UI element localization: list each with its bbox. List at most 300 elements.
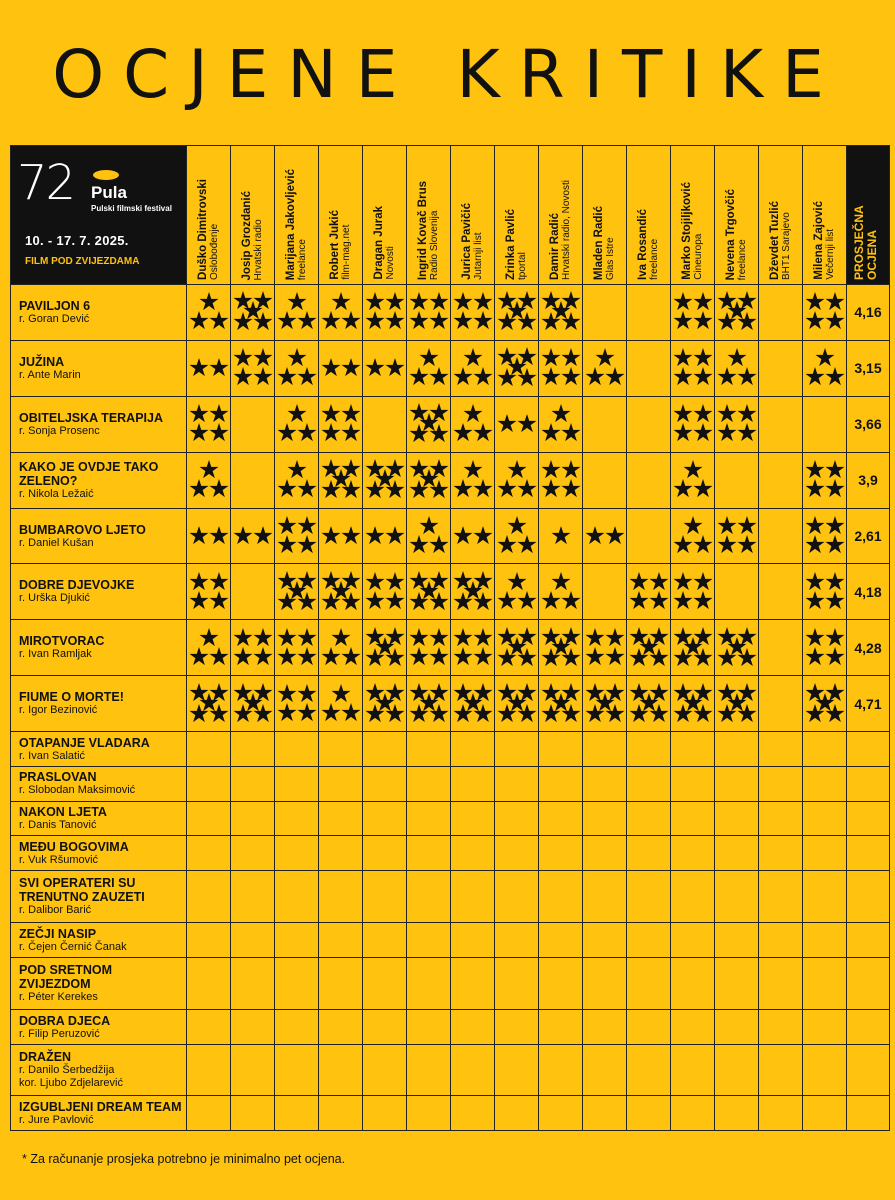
rating-cell	[627, 1045, 671, 1096]
rating-cell	[187, 452, 231, 508]
star-rating	[407, 458, 451, 502]
rating-cell	[671, 340, 715, 396]
star-rating	[451, 346, 495, 390]
star-icon	[805, 628, 824, 646]
star-icon	[629, 683, 648, 701]
critic-outlet: BHT1 Sarajevo	[780, 212, 792, 280]
rating-cell	[495, 1045, 539, 1096]
star-icon	[629, 591, 648, 609]
film-cell	[11, 452, 187, 508]
rating-cell	[495, 871, 539, 923]
rating-cell	[187, 732, 231, 767]
star-rating	[715, 682, 759, 726]
rating-cell	[407, 836, 451, 871]
star-rating	[275, 682, 319, 726]
rating-cell	[671, 1096, 715, 1131]
star-icon	[199, 628, 218, 646]
star-icon	[737, 683, 756, 701]
star-rating	[319, 570, 363, 614]
star-icon	[825, 647, 844, 665]
star-icon	[321, 703, 340, 721]
rating-cell	[583, 452, 627, 508]
rating-cell	[715, 620, 759, 676]
rating-cell	[451, 508, 495, 564]
rating-cell	[803, 923, 847, 958]
rating-cell	[671, 1045, 715, 1096]
critic-header	[539, 146, 583, 285]
rating-cell	[187, 766, 231, 801]
star-icon	[209, 572, 228, 590]
rating-cell	[671, 732, 715, 767]
star-icon	[717, 683, 736, 701]
rating-cell	[583, 285, 627, 341]
star-icon	[825, 479, 844, 497]
rating-cell	[363, 836, 407, 871]
critic-header	[275, 146, 319, 285]
logo-number: 72	[17, 155, 75, 211]
star-rating	[231, 290, 275, 334]
star-icon	[253, 291, 272, 309]
star-icon	[429, 292, 448, 310]
star-icon	[693, 572, 712, 590]
film-cell	[11, 958, 187, 1010]
star-rating	[363, 346, 407, 390]
star-icon	[189, 572, 208, 590]
star-icon	[737, 291, 756, 309]
rating-cell	[451, 732, 495, 767]
rating-cell	[759, 1010, 803, 1045]
star-icon	[321, 459, 340, 477]
star-icon	[385, 526, 404, 544]
average-score: 2,61	[847, 508, 890, 564]
rating-cell	[803, 676, 847, 732]
star-icon	[693, 367, 712, 385]
rating-cell	[363, 452, 407, 508]
rating-cell	[803, 766, 847, 801]
rating-cell	[231, 564, 275, 620]
star-rating	[275, 346, 319, 390]
average-score: 4,16	[847, 285, 890, 341]
rating-cell	[495, 676, 539, 732]
star-icon	[341, 571, 360, 589]
rating-cell	[495, 766, 539, 801]
critic-outlet: Hrvatski radio	[252, 218, 264, 280]
critic-outlet: freelance	[648, 238, 660, 280]
film-row	[11, 1045, 890, 1096]
star-rating	[715, 346, 759, 390]
rating-cell	[319, 620, 363, 676]
star-rating	[671, 626, 715, 670]
star-icon	[409, 367, 428, 385]
star-icon	[517, 347, 536, 365]
star-icon	[585, 647, 604, 665]
star-rating	[275, 290, 319, 334]
critic-outlet: freelance	[296, 238, 308, 280]
star-icon	[717, 291, 736, 309]
critic-label	[461, 203, 485, 280]
rating-cell	[187, 508, 231, 564]
rating-cell	[715, 923, 759, 958]
rating-cell	[407, 396, 451, 452]
star-icon	[497, 291, 516, 309]
star-icon	[429, 403, 448, 421]
star-icon	[453, 367, 472, 385]
star-icon	[277, 516, 296, 534]
star-icon	[409, 403, 428, 421]
rating-cell	[187, 923, 231, 958]
critic-name: Zrinka Pavlić	[504, 209, 517, 280]
star-icon	[233, 526, 252, 544]
rating-cell	[275, 1045, 319, 1096]
critic-header	[407, 146, 451, 285]
film-co-director: kor. Ljubo Zdjelarević	[19, 1077, 123, 1090]
star-icon	[551, 526, 570, 544]
star-rating	[187, 458, 231, 502]
star-icon	[277, 703, 296, 721]
rating-cell	[363, 801, 407, 836]
rating-cell	[495, 958, 539, 1010]
rating-cell	[803, 836, 847, 871]
rating-cell	[319, 871, 363, 923]
star-icon	[277, 311, 296, 329]
star-icon	[385, 627, 404, 645]
star-icon	[321, 647, 340, 665]
star-icon	[473, 367, 492, 385]
rating-cell	[539, 452, 583, 508]
rating-cell	[759, 508, 803, 564]
star-icon	[253, 367, 272, 385]
rating-cell	[363, 1010, 407, 1045]
film-row	[11, 564, 890, 620]
star-icon	[737, 404, 756, 422]
rating-cell	[319, 836, 363, 871]
star-icon	[209, 683, 228, 701]
star-rating	[275, 626, 319, 670]
average-score	[847, 766, 890, 801]
film-cell	[11, 1010, 187, 1045]
star-icon	[673, 572, 692, 590]
rating-cell	[759, 1096, 803, 1131]
star-rating	[803, 514, 847, 558]
film-row	[11, 801, 890, 836]
rating-cell	[319, 452, 363, 508]
star-icon	[409, 647, 428, 665]
critic-outlet: Večernji list	[824, 229, 836, 280]
rating-cell	[539, 923, 583, 958]
star-icon	[805, 479, 824, 497]
critic-label	[329, 210, 353, 280]
rating-cell	[451, 620, 495, 676]
film-director: r. Ivan Ramljak	[19, 648, 92, 661]
critic-header	[627, 146, 671, 285]
rating-cell	[407, 766, 451, 801]
star-rating	[495, 514, 539, 558]
rating-cell	[759, 340, 803, 396]
star-icon	[233, 683, 252, 701]
film-row	[11, 871, 890, 923]
rating-cell	[803, 452, 847, 508]
star-icon	[561, 367, 580, 385]
rating-cell	[539, 766, 583, 801]
star-rating	[715, 626, 759, 670]
star-rating	[363, 458, 407, 502]
rating-cell	[231, 801, 275, 836]
star-rating	[407, 682, 451, 726]
star-icon	[497, 479, 516, 497]
star-icon	[463, 460, 482, 478]
critic-header	[231, 146, 275, 285]
rating-cell	[231, 766, 275, 801]
star-rating	[363, 626, 407, 670]
film-cell	[11, 620, 187, 676]
rating-cell	[627, 801, 671, 836]
star-icon	[233, 647, 252, 665]
rating-cell	[715, 836, 759, 871]
star-icon	[517, 291, 536, 309]
rating-cell	[671, 452, 715, 508]
film-director: r. Sonja Prosenc	[19, 424, 100, 437]
star-rating	[275, 402, 319, 446]
star-icon	[331, 292, 350, 310]
star-icon	[419, 348, 438, 366]
film-cell	[11, 801, 187, 836]
star-icon	[673, 423, 692, 441]
average-score: 4,28	[847, 620, 890, 676]
star-icon	[209, 404, 228, 422]
star-icon	[825, 628, 844, 646]
film-director: r. Filip Peruzović	[19, 1027, 100, 1040]
rating-cell	[407, 801, 451, 836]
rating-cell	[715, 508, 759, 564]
star-icon	[541, 423, 560, 441]
star-icon	[277, 367, 296, 385]
film-row	[11, 766, 890, 801]
film-row	[11, 620, 890, 676]
star-icon	[507, 572, 526, 590]
film-row	[11, 958, 890, 1010]
rating-cell	[231, 396, 275, 452]
rating-cell	[275, 340, 319, 396]
critic-name: Jurica Pavičić	[460, 203, 473, 280]
rating-cell	[319, 958, 363, 1010]
star-icon	[605, 628, 624, 646]
star-icon	[277, 423, 296, 441]
star-icon	[693, 292, 712, 310]
star-rating	[715, 290, 759, 334]
rating-cell	[759, 732, 803, 767]
critic-name: Nevena Trgovčić	[724, 188, 737, 280]
star-icon	[409, 683, 428, 701]
star-icon	[629, 627, 648, 645]
star-icon	[385, 572, 404, 590]
star-icon	[277, 479, 296, 497]
rating-cell	[627, 564, 671, 620]
rating-cell	[275, 923, 319, 958]
star-icon	[595, 348, 614, 366]
rating-cell	[759, 1045, 803, 1096]
film-cell	[11, 508, 187, 564]
film-cell	[11, 396, 187, 452]
star-rating	[495, 682, 539, 726]
star-rating	[539, 626, 583, 670]
rating-cell	[671, 836, 715, 871]
rating-cell	[671, 676, 715, 732]
star-icon	[693, 591, 712, 609]
critic-name: Iva Rosandić	[636, 209, 649, 280]
star-icon	[385, 358, 404, 376]
star-icon	[649, 591, 668, 609]
star-icon	[737, 367, 756, 385]
film-title: SVI OPERATERI SU TRENUTNO ZAUZETI	[19, 876, 145, 905]
critic-label	[549, 180, 573, 280]
star-icon	[365, 683, 384, 701]
star-icon	[683, 516, 702, 534]
rating-cell	[495, 396, 539, 452]
star-icon	[331, 684, 350, 702]
star-rating	[583, 626, 627, 670]
star-icon	[297, 311, 316, 329]
star-icon	[673, 591, 692, 609]
rating-cell	[451, 958, 495, 1010]
rating-cell	[275, 452, 319, 508]
star-icon	[287, 404, 306, 422]
star-icon	[297, 367, 316, 385]
star-icon	[385, 459, 404, 477]
critic-name: Robert Jukić	[328, 210, 341, 280]
star-icon	[825, 535, 844, 553]
rating-cell	[319, 508, 363, 564]
star-rating	[627, 570, 671, 614]
rating-cell	[759, 766, 803, 801]
rating-cell	[583, 923, 627, 958]
rating-cell	[539, 871, 583, 923]
star-icon	[453, 683, 472, 701]
star-icon	[825, 572, 844, 590]
star-icon	[419, 516, 438, 534]
star-rating	[539, 290, 583, 334]
star-icon	[253, 647, 272, 665]
rating-cell	[275, 871, 319, 923]
rating-cell	[275, 1096, 319, 1131]
star-icon	[341, 423, 360, 441]
rating-cell	[803, 1010, 847, 1045]
star-icon	[541, 479, 560, 497]
rating-cell	[495, 732, 539, 767]
rating-cell	[231, 1010, 275, 1045]
critic-outlet: Oslobođenje	[208, 223, 220, 280]
star-icon	[429, 683, 448, 701]
star-icon	[497, 591, 516, 609]
rating-cell	[715, 1010, 759, 1045]
star-icon	[409, 571, 428, 589]
star-rating	[451, 402, 495, 446]
star-icon	[189, 647, 208, 665]
star-rating	[671, 682, 715, 726]
rating-cell	[407, 1045, 451, 1096]
film-director: r. Ante Marin	[19, 368, 81, 381]
critic-label	[241, 191, 265, 280]
film-cell	[11, 340, 187, 396]
critic-header	[803, 146, 847, 285]
star-icon	[717, 423, 736, 441]
rating-cell	[803, 958, 847, 1010]
rating-cell	[715, 766, 759, 801]
rating-cell	[407, 732, 451, 767]
rating-cell	[539, 620, 583, 676]
rating-cell	[627, 958, 671, 1010]
star-icon	[233, 291, 252, 309]
film-row	[11, 340, 890, 396]
rating-cell	[539, 340, 583, 396]
rating-cell	[715, 1045, 759, 1096]
rating-cell	[275, 766, 319, 801]
star-icon	[737, 516, 756, 534]
star-icon	[409, 311, 428, 329]
film-cell	[11, 564, 187, 620]
star-icon	[453, 292, 472, 310]
rating-cell	[451, 1045, 495, 1096]
film-row	[11, 452, 890, 508]
star-icon	[365, 627, 384, 645]
star-icon	[561, 291, 580, 309]
star-icon	[561, 627, 580, 645]
average-header-label: PROSJEČNA OCJENA	[852, 205, 879, 280]
critic-outlet: freelance	[736, 238, 748, 280]
star-rating	[671, 346, 715, 390]
star-icon	[297, 703, 316, 721]
star-icon	[341, 311, 360, 329]
rating-cell	[495, 836, 539, 871]
film-title: POD SRETNOM ZVIJEZDOM	[19, 963, 113, 992]
star-icon	[737, 423, 756, 441]
logo-city: Pula	[91, 183, 127, 202]
star-icon	[497, 414, 516, 432]
star-icon	[233, 348, 252, 366]
rating-cell	[715, 958, 759, 1010]
star-rating	[407, 290, 451, 334]
rating-cell	[275, 676, 319, 732]
critic-outlet: Cineuropa	[692, 233, 704, 280]
star-icon	[805, 647, 824, 665]
star-rating	[671, 402, 715, 446]
critic-outlet: film-mag.net	[340, 224, 352, 280]
rating-cell	[451, 564, 495, 620]
star-rating	[495, 290, 539, 334]
rating-cell	[407, 285, 451, 341]
rating-cell	[319, 923, 363, 958]
star-icon	[693, 683, 712, 701]
star-rating	[495, 570, 539, 614]
film-title: MIROTVORAC	[19, 634, 105, 649]
star-icon	[673, 348, 692, 366]
rating-cell	[319, 676, 363, 732]
film-director: r. Slobodan Maksimović	[19, 784, 136, 797]
star-rating	[451, 570, 495, 614]
star-rating	[583, 682, 627, 726]
rating-cell	[671, 285, 715, 341]
star-icon	[693, 423, 712, 441]
star-rating	[451, 458, 495, 502]
film-title: NAKON LJETA	[19, 805, 107, 820]
critic-outlet: tportal	[516, 252, 528, 280]
rating-cell	[583, 801, 627, 836]
film-title: IZGUBLJENI DREAM TEAM	[19, 1099, 182, 1114]
festival-logo	[11, 146, 187, 285]
star-icon	[253, 526, 272, 544]
film-title: KAKO JE OVDJE TAKO ZELENO?	[19, 459, 159, 488]
rating-cell	[187, 1010, 231, 1045]
star-icon	[605, 526, 624, 544]
